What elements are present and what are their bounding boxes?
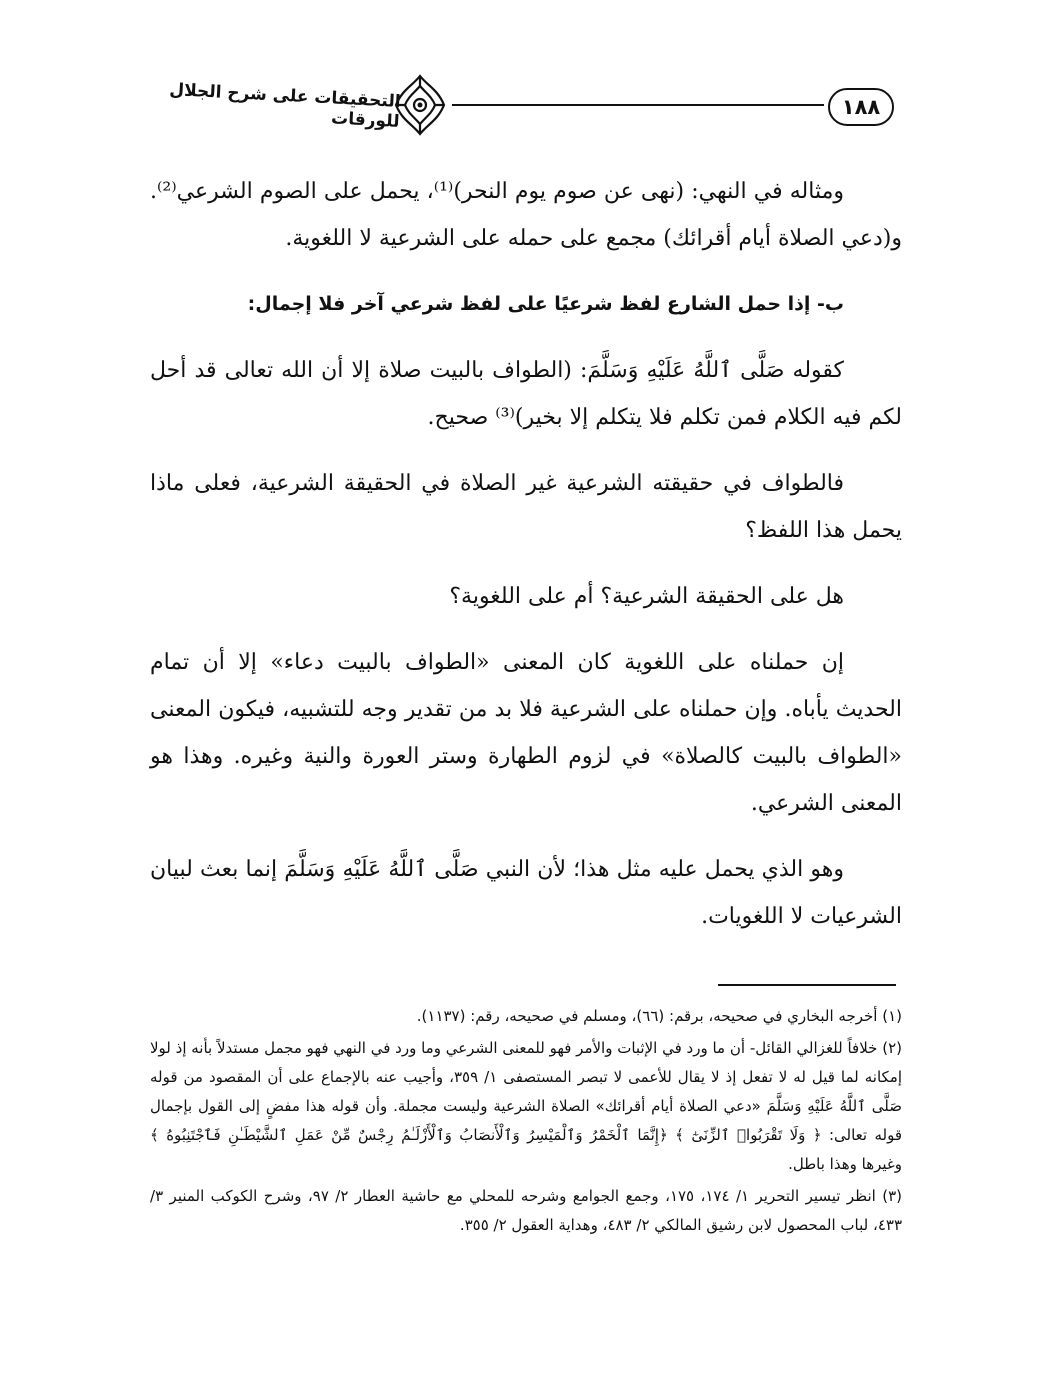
header-rule [452,104,824,106]
paragraph: كقوله صَلَّى ٱللَّهُ عَلَيْهِ وَسَلَّمَ: (الطواف بالبيت صلاة إلا أن الله تعالى قد أحل لكم فيه الكلام فمن تكلم فلا يتكلم إلا بخير)⁽³⁾ صحيح. [150,358,902,430]
running-title: التحقيقات على شرح الجلال للورقات [168,79,402,132]
footnote: (٣) انظر تيسير التحرير ١/ ١٧٤، ١٧٥، وجمع الجوامع وشرحه للمحلي مع حاشية العطار ٢/ ٩٧، وشرح الكوكب المنير ٣/ ٤٣٣، لباب المحصول لابن رشيق المالكي ٢/ ٤٨٣، وهداية العقول ٢/ ٣٥٥. [150,1187,902,1234]
paragraph: ومثاله في النهي: (نهى عن صوم يوم النحر)⁽¹⁾، يحمل على الصوم الشرعي⁽²⁾. و(دعي الصلاة أيام أقرائك) مجمع على حمله على الشرعية لا اللغوية. [150,179,902,251]
main-text [150,168,902,940]
footnote: (٢) خلافاً للغزالي القائل- أن ما ورد في الإثبات والأمر فهو للمعنى الشرعي وما ورد في النهي فهو مجمل مستدلاً بأنه إذ لولا إمكانه لما قيل له لا تفعل إذ لا يقال للأعمى لا تبصر المستصفى ١/ ٣٥٩، وأجيب عنه بالإجماع على أن المقصود من قوله صَلَّى ٱللَّهُ عَلَيْهِ وَسَلَّمَ «دعي الصلاة أيام أقرائك» الصلاة الشرعية وليست مجملة. وأن قوله هذا مفضٍ إلى القول بإجمال قوله تعالى: ﴿ وَلَا تَقْرَبُوا۟ ٱلزِّنَىٰٓ ﴾ ﴿إِنَّمَا ٱلْخَمْرُ وَٱلْمَيْسِرُ وَٱلْأَنصَابُ وَٱلْأَزْلَـٰمُ رِجْسٌ مِّنْ عَمَلِ ٱلشَّيْطَـٰنِ فَٱجْتَنِبُوهُ ﴾ وغيرها وهذا باطل. [150,1039,902,1173]
floral-ornament-icon [392,72,448,138]
page-number: ١٨٨ [828,88,894,126]
footnote: (١) أخرجه البخاري في صحيحه، برقم: (٦٦)، ومسلم في صحيحه، رقم: (١١٣٧). [416,1007,902,1025]
section-heading: ب- إذا حمل الشارع لفظ شرعيًا على لفظ شرعي آخر فلا إجمال: [247,293,844,315]
footnotes [150,1002,902,1243]
footnote-separator [718,984,896,986]
paragraph: وهو الذي يحمل عليه مثل هذا؛ لأن النبي صَلَّى ٱللَّهُ عَلَيْهِ وَسَلَّمَ إنما بعث لبيان الشرعيات لا اللغويات. [150,857,902,929]
paragraph: إن حملناه على اللغوية كان المعنى «الطواف بالبيت دعاء» إلا أن تمام الحديث يأباه. وإن حملناه على الشرعية فلا بد من تقدير وجه للتشبيه، فيكون المعنى «الطواف بالبيت كالصلاة» في لزوم الطهارة وستر العورة والنية وغيره. وهذا هو المعنى الشرعي. [150,650,903,816]
paragraph: هل على الحقيقة الشرعية؟ أم على اللغوية؟ [449,584,844,609]
page-header [130,70,910,150]
paragraph: فالطواف في حقيقته الشرعية غير الصلاة في الحقيقة الشرعية، فعلى ماذا يحمل هذا اللفظ؟ [150,471,902,543]
